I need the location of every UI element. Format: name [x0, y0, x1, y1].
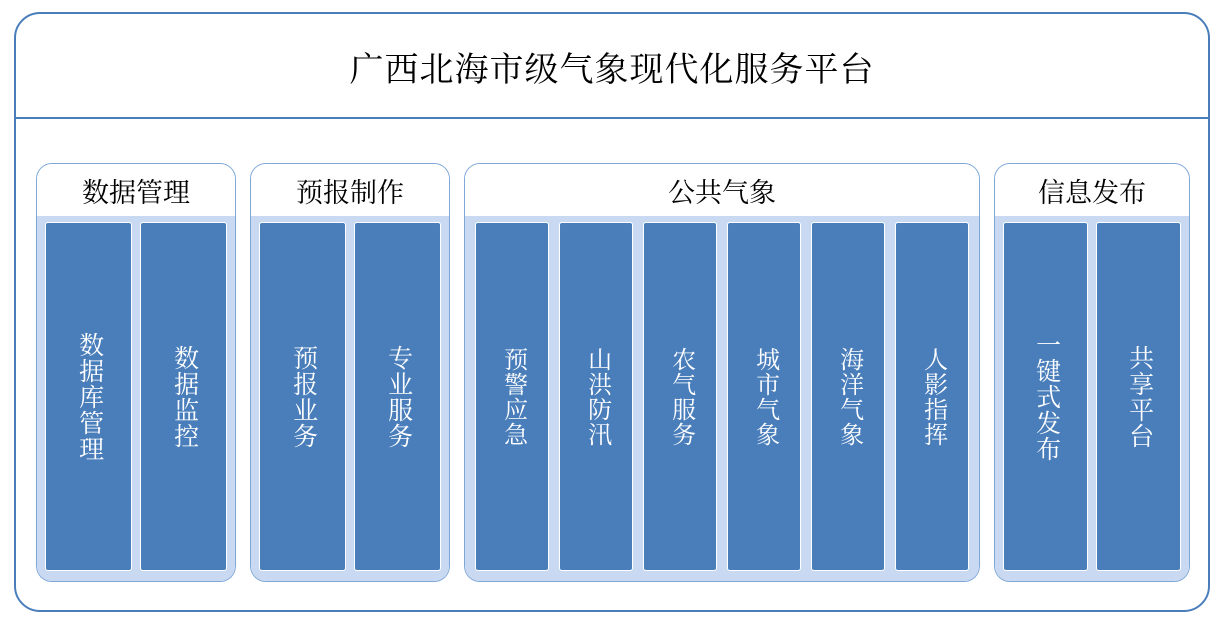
card-label: 人影指挥 [919, 346, 946, 447]
card-label: 数据监控 [170, 344, 198, 449]
card-urban-meteorology[interactable] [727, 222, 801, 571]
group-body-information-release [995, 216, 1189, 581]
card-database-management[interactable] [45, 222, 132, 571]
card-flash-flood-control[interactable] [559, 222, 633, 571]
card-label: 一键式发布 [1032, 331, 1060, 462]
card-professional-services[interactable] [354, 222, 441, 571]
group-header-forecast-production [251, 164, 449, 216]
card-forecast-operations[interactable] [259, 222, 346, 571]
card-label: 城市气象 [751, 346, 778, 447]
card-label: 海洋气象 [835, 346, 862, 447]
card-marine-meteorology[interactable] [811, 222, 885, 571]
title-divider [16, 117, 1208, 119]
group-header-data-management [37, 164, 235, 216]
group-body-public-meteorology [465, 216, 979, 581]
card-label: 专业服务 [384, 344, 412, 449]
card-agrometeorological-services[interactable] [643, 222, 717, 571]
card-sharing-platform[interactable] [1096, 222, 1181, 571]
group-body-data-management [37, 216, 235, 581]
card-label: 共享平台 [1125, 344, 1153, 449]
platform-title-band [16, 14, 1208, 118]
group-header-information-release [995, 164, 1189, 216]
group-header-public-meteorology [465, 164, 979, 216]
card-label: 预报业务 [289, 344, 317, 449]
page-title: 广西北海市级气象现代化服务平台 [349, 51, 875, 89]
card-data-monitoring[interactable] [140, 222, 227, 571]
group-title-forecast-production: 预报制作 [296, 177, 404, 208]
group-forecast-production[interactable] [250, 163, 450, 582]
card-warning-emergency[interactable] [475, 222, 549, 571]
group-title-data-management: 数据管理 [82, 177, 190, 208]
group-data-management[interactable] [36, 163, 236, 582]
card-one-click-release[interactable] [1003, 222, 1088, 571]
card-weather-modification-command[interactable] [895, 222, 969, 571]
card-label: 农气服务 [667, 346, 694, 447]
group-public-meteorology[interactable] [464, 163, 980, 582]
card-label: 数据库管理 [75, 331, 103, 462]
card-label: 山洪防汛 [583, 346, 610, 447]
group-title-information-release: 信息发布 [1038, 177, 1146, 208]
card-label: 预警应急 [499, 346, 526, 447]
group-information-release[interactable] [994, 163, 1190, 582]
group-title-public-meteorology: 公共气象 [668, 177, 776, 208]
group-body-forecast-production [251, 216, 449, 581]
